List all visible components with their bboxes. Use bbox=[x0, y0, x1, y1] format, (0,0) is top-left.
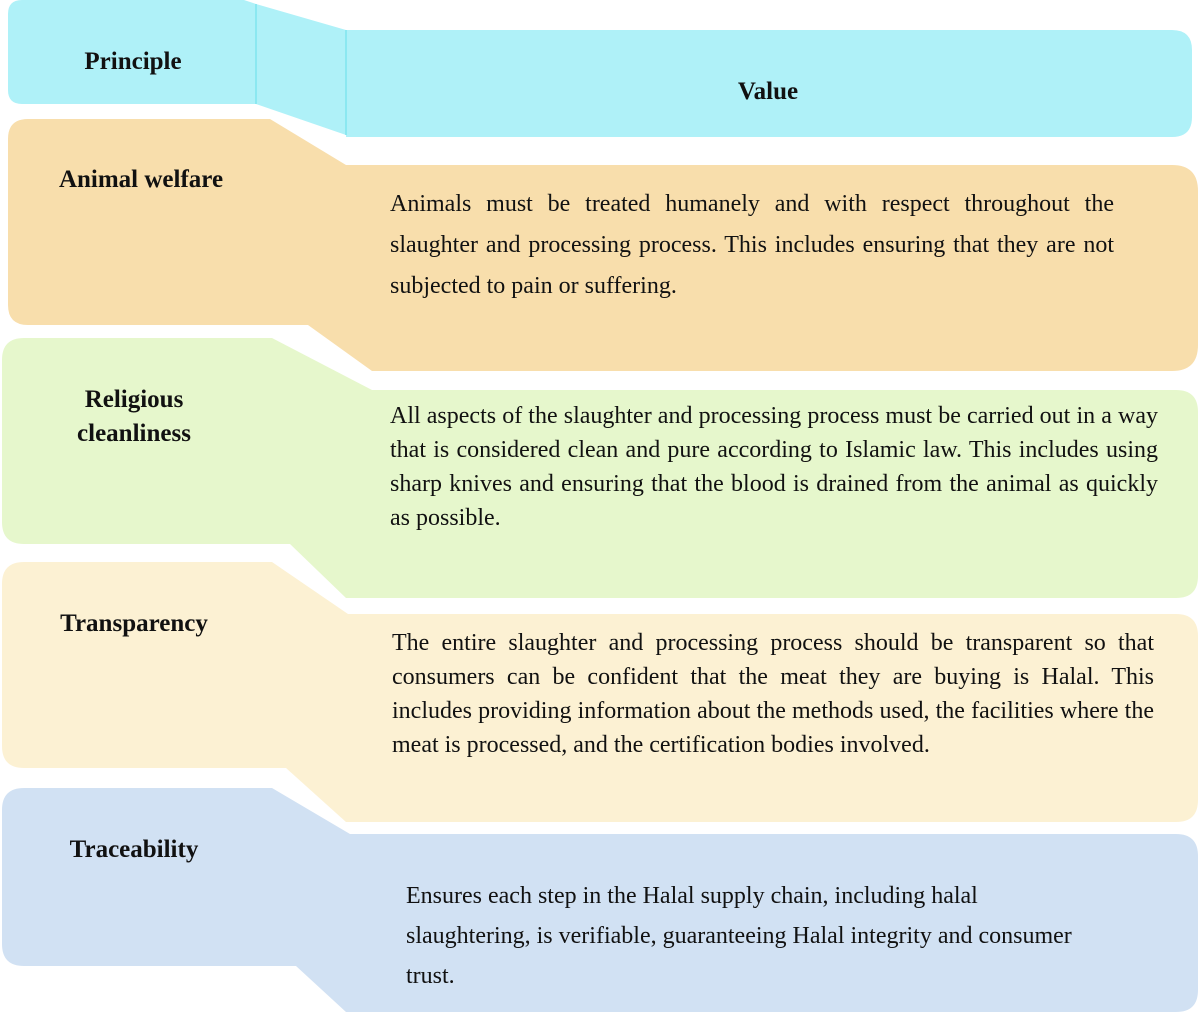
principle-label-animal-welfare: Animal welfare bbox=[58, 166, 224, 193]
header-principle-label: Principle bbox=[84, 48, 182, 75]
value-text-transparency: The entire slaughter and processing process should be transparent so that consumers can be confident that the meat they are buying is Halal. This includes providing information about the methods used, the facilities where the meat is processed, and the certification bodies involved. bbox=[392, 630, 1154, 758]
value-text-religious-cleanliness: All aspects of the slaughter and processing process must be carried out in a way that is considered clean and pure according to Islamic law. This includes using sharp knives and ensuring that the blood is drained from the animal as quickly as possible. bbox=[390, 403, 1158, 531]
header-connector bbox=[256, 4, 346, 135]
value-text-animal-welfare: Animals must be treated humanely and with respect throughout the slaughter and processing process. This includes ensuring that they are not subjected to pain or suffering. bbox=[390, 191, 1114, 299]
principle-label-religious-cleanliness: Religious cleanliness bbox=[77, 386, 191, 447]
principle-label-traceability: Traceability bbox=[69, 836, 199, 863]
value-text-traceability: Ensures each step in the Halal supply chain, including halal slaughtering, is verifiable, guaranteeing Halal integrity and consumer trust. bbox=[406, 883, 1072, 989]
principle-label-transparency: Transparency bbox=[60, 610, 208, 637]
header-value-label: Value bbox=[737, 78, 799, 105]
